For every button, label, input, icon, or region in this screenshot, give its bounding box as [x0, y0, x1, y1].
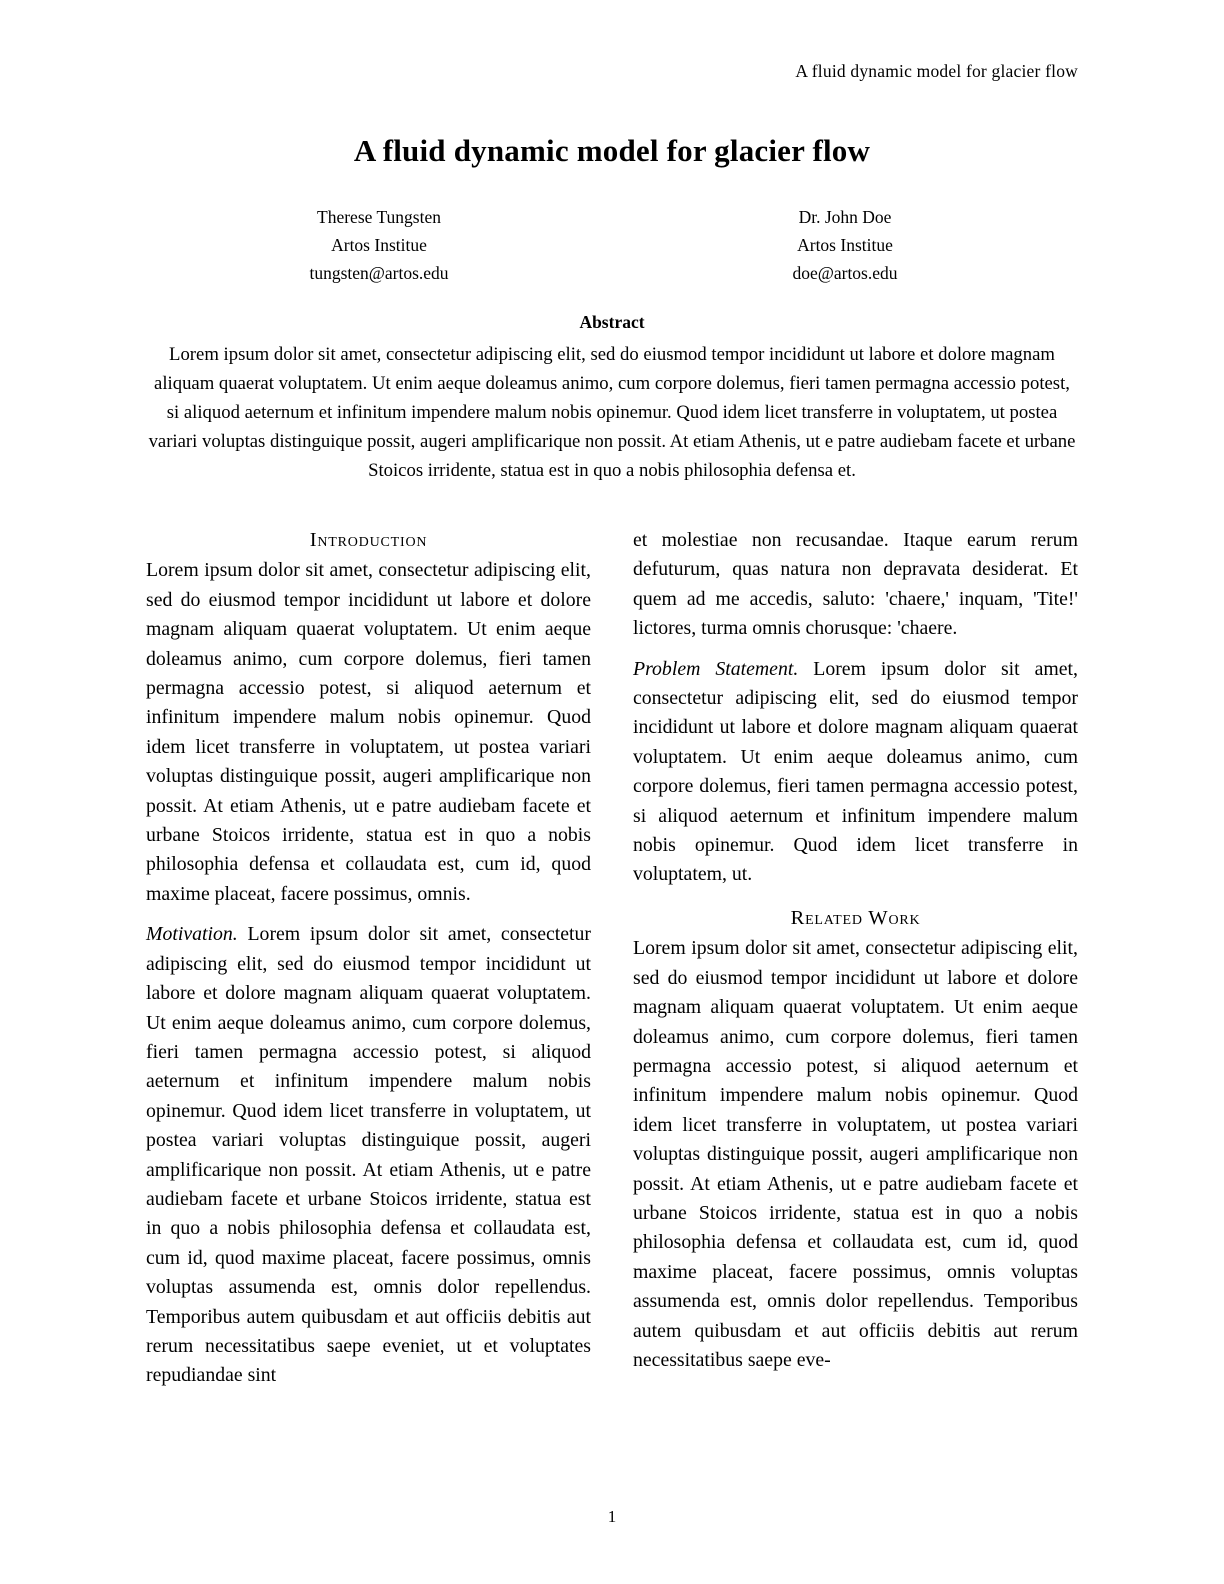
author-name: Dr. John Doe [798, 207, 892, 227]
abstract-text: Lorem ipsum dolor sit amet, consectetur adipiscing elit, sed do eiusmod tempor incididunt ut labore et dolore magnam aliquam quaerat voluptatem. Ut enim aeque doleamus animo, cum corpore dolemus, fieri tamen permagna accessio potest, si aliquod aeternum et infinitum impendere malum nobis opinemur. Quod idem licet transferre in voluptatem, ut postea variari voluptas distinguique possit, augeri amplificarique non possit. At etiam Athenis, ut e patre audiebam facete et urbane Stoicos irridente, statua est in quo a nobis philosophia defensa et. [148, 344, 1076, 481]
author-list [146, 203, 1078, 287]
author-name: Therese Tungsten [317, 207, 441, 227]
page-content [0, 133, 1224, 1391]
author-affiliation: Artos Institue [797, 235, 893, 255]
motivation-text: Lorem ipsum dolor sit amet, consectetur adipiscing elit, sed do eiusmod tempor incididunt ut labore et dolore magnam aliquam quaerat voluptatem. Ut enim aeque doleamus animo, cum corpore dolemus, fieri tamen permagna accessio potest, si aliquod aeternum et infinitum impendere malum nobis opinemur. Quod idem licet transferre in voluptatem, ut postea variari voluptas distinguique possit, augeri amplificarique non possit. At etiam Athenis, ut e patre audiebam facete et urbane Stoicos irridente, statua est in quo a nobis philosophia defensa et collaudata est, cum id, quod maxime placeat, facere possimus, omnis voluptas assumenda est, omnis dolor repellendus. Temporibus autem quibusdam et aut officiis debitis aut rerum necessitatibus saepe eveniet, ut et voluptates repudiandae sint [146, 923, 592, 1387]
column-left [146, 526, 591, 1391]
page-number: 1 [607, 1507, 617, 1526]
author-email: tungsten@artos.edu [309, 263, 449, 283]
problem-statement-text: Lorem ipsum dolor sit amet, consectetur adipiscing elit, sed do eiusmod tempor incididunt ut labore et dolore magnam aliquam quaerat voluptatem. Ut enim aeque doleamus animo, cum corpore dolemus, fieri tamen permagna accessio potest, si aliquod aeternum et infinitum impendere malum nobis opinemur. Quod idem licet transferre in voluptatem, ut. [633, 657, 1078, 886]
author-affiliation: Artos Institue [331, 235, 427, 255]
problem-statement-lead: Problem Statement. [633, 657, 799, 680]
motivation-continuation-paragraph: et molestiae non recusandae. Itaque earum rerum defuturum, quas natura non depravata desiderat. Et quem ad me accedis, saluto: 'chaere,' inquam, 'Tite!' lictores, turma omnis chorusque: 'chaere. [633, 529, 1078, 640]
column-right [633, 526, 1078, 1391]
paper-title: A fluid dynamic model for glacier flow [353, 133, 871, 168]
introduction-paragraph: Lorem ipsum dolor sit amet, consectetur adipiscing elit, sed do eiusmod tempor incididunt ut labore et dolore magnam aliquam quaerat voluptatem. Ut enim aeque doleamus animo, cum corpore dolemus, fieri tamen permagna accessio potest, si aliquod aeternum et infinitum impendere malum nobis opinemur. Quod idem licet transferre in voluptatem, ut postea variari voluptas distinguique possit, augeri amplificarique non possit. At etiam Athenis, ut e patre audiebam facete et urbane Stoicos irridente, statua est in quo a nobis philosophia defensa et collaudata est, cum id, quod maxime placeat, facere possimus, omnis. [146, 559, 591, 905]
motivation-lead: Motivation. [146, 923, 238, 946]
running-head-title: A fluid dynamic model for glacier flow [795, 61, 1078, 81]
abstract-heading: Abstract [579, 312, 645, 332]
author-block-2 [612, 203, 1078, 287]
related-work-paragraph: Lorem ipsum dolor sit amet, consectetur adipiscing elit, sed do eiusmod tempor incididunt ut labore et dolore magnam aliquam quaerat voluptatem. Ut enim aeque doleamus animo, cum corpore dolemus, fieri tamen permagna accessio potest, si aliquod aeternum et infinitum impendere malum nobis opinemur. Quod idem licet transferre in voluptatem, ut postea variari voluptas distinguique possit, augeri amplificarique non possit. At etiam Athenis, ut e patre audiebam facete et urbane Stoicos irridente, statua est in quo a nobis philosophia defensa et collaudata est, cum id, quod maxime placeat, facere possimus, omnis voluptas assumenda est, omnis dolor repellendus. Temporibus autem quibusdam et aut officiis debitis aut rerum necessitatibus saepe eve- [633, 937, 1078, 1371]
two-column-body [146, 526, 1078, 1391]
problem-statement-paragraph [633, 655, 1078, 890]
motivation-paragraph [146, 920, 591, 1391]
section-heading-related-work: Related Work [790, 906, 921, 929]
author-email: doe@artos.edu [792, 263, 898, 283]
section-heading-introduction: Introduction [309, 529, 428, 551]
author-block-1 [146, 203, 612, 287]
